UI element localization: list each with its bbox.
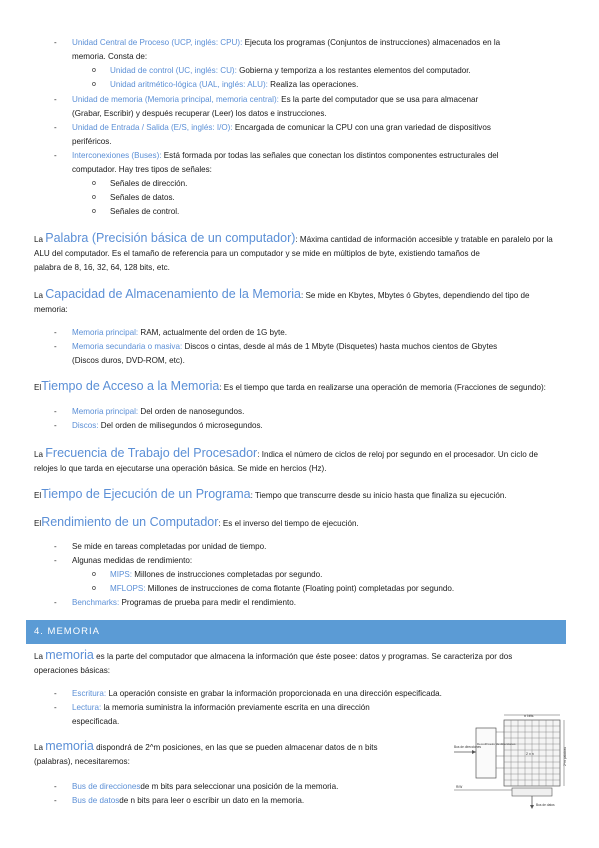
signal-address: Señales de dirección.: [110, 179, 188, 188]
text-ucp: Ejecuta los programas (Conjuntos de instrucciones) almacenados en la: [244, 38, 501, 47]
text-capacidad: : Se mide en Kbytes, Mbytes ó Gbytes, dependiendo del tipo de: [300, 291, 530, 300]
prefix: La: [34, 652, 44, 661]
arrow-head-icon: [530, 805, 534, 809]
list-item-ucp: [72, 36, 566, 64]
term-mflops: MFLOPS:: [110, 584, 146, 593]
list-item-measure: Se mide en tareas completadas por unidad de tiempo.: [72, 542, 267, 551]
rw-label: R/W: [456, 785, 463, 789]
term-address-bus: Bus de direcciones: [72, 782, 141, 791]
term-data-bus: Bus de datos: [72, 796, 120, 805]
list-item-io-unit: [72, 121, 566, 149]
list-item-address-bus: [72, 780, 338, 794]
text-lectura: la memoria suministra la información previamente escrita en una dirección: [103, 703, 370, 712]
list-item-access-disks: [72, 419, 263, 433]
mxn-label: 2 x n: [526, 752, 534, 756]
paragraph-palabra: [34, 231, 566, 276]
text-data-bus: de n bits para leer o escribir un dato en la memoria.: [119, 796, 305, 805]
text-mflops: Millones de instrucciones de coma flotante (Floating point) completadas por segundo.: [147, 584, 455, 593]
text-access-main: Del orden de nanosegundos.: [140, 407, 245, 416]
prefix: El: [34, 491, 42, 500]
prefix: El: [34, 519, 42, 528]
dash-bullet: -: [54, 542, 57, 551]
text-uc: Gobierna y temporiza a los restantes elementos del computador.: [239, 66, 471, 75]
dash-bullet: -: [54, 689, 57, 698]
prefix: La: [34, 743, 44, 752]
heading-capacidad: Capacidad de Almacenamiento de la Memoria: [45, 287, 301, 301]
address-bus-label: Bus de direcciones: [454, 745, 481, 749]
term-benchmarks: Benchmarks:: [72, 598, 120, 607]
memory-diagram: [452, 710, 572, 812]
text-memoria-positions-2: (palabras), necesitaremos:: [34, 757, 130, 767]
term-main-memory: Memoria principal:: [72, 328, 139, 337]
text-mips: Millones de instrucciones completadas por segundo.: [134, 570, 323, 579]
paragraph-frecuencia: [34, 446, 566, 476]
prefix: La: [34, 235, 44, 244]
term-mips: MIPS:: [110, 570, 133, 579]
paragraph-ejecucion: [34, 487, 566, 503]
dash-bullet: -: [54, 328, 57, 337]
dash-bullet: -: [54, 151, 57, 160]
term-ucp: Unidad Central de Proceso (UCP, inglés: CPU):: [72, 38, 243, 47]
text-acceso: : Es el tiempo que tarda en realizarse una operación de memoria (Fracciones de segundo):: [219, 383, 546, 392]
paragraph-memoria: [34, 648, 566, 678]
address-decoder-box: [476, 728, 496, 778]
list-item-mips: [110, 568, 322, 582]
paragraph-rendimiento: [34, 515, 566, 531]
words-label: 2^m palabras: [563, 746, 567, 766]
dash-bullet: -: [54, 95, 57, 104]
dash-bullet: -: [54, 703, 57, 712]
text-lectura-2: especificada.: [72, 717, 120, 727]
circle-bullet: o: [92, 571, 96, 578]
text-memoria: es la parte del computador que almacena la información que éste posee: datos y programas. Se caracteriza por dos: [96, 652, 513, 661]
text-palabra-3: palabra de 8, 16, 32, 64, 128 bits, etc.: [34, 263, 170, 273]
circle-bullet: o: [92, 180, 96, 187]
term-escritura: Escritura:: [72, 689, 107, 698]
decoder-label: Decodificador de direcciones: [477, 742, 516, 746]
arrow-head-icon: [472, 750, 476, 754]
data-bus-label: Bus de datos: [536, 803, 555, 807]
bits-label: n bits: [524, 713, 534, 718]
signal-control: Señales de control.: [110, 207, 180, 216]
text-escritura: La operación consiste en grabar la información proporcionada en una dirección especificada.: [108, 689, 442, 698]
term-buses: Interconexiones (Buses):: [72, 151, 162, 160]
text-secondary-memory: Discos o cintas, desde al más de 1 Mbyte (Disquetes) hasta muchos cientos de Gbytes: [184, 342, 498, 351]
text-frecuencia: : Indica el número de ciclos de reloj por segundo en el procesador. Un ciclo de: [257, 450, 538, 459]
list-item-buses: [72, 149, 566, 177]
text-memoria-2: operaciones básicas:: [34, 666, 111, 676]
list-item-mflops: [110, 582, 454, 596]
term-ual: Unidad aritmético-lógica (UAL, inglés: ALU):: [110, 80, 268, 89]
list-item-ual: [110, 78, 566, 92]
prefix: La: [34, 291, 44, 300]
text-memory-unit: Es la parte del computador que se usa para almacenar: [281, 95, 479, 104]
heading-frecuencia: Frecuencia de Trabajo del Procesador: [45, 446, 258, 460]
data-register: [512, 788, 552, 796]
prefix: La: [34, 450, 44, 459]
dash-bullet: -: [54, 342, 57, 351]
circle-bullet: o: [92, 81, 96, 88]
heading-ejecucion: Tiempo de Ejecución de un Programa: [41, 487, 251, 501]
term-secondary-memory: Memoria secundaria o masiva:: [72, 342, 183, 351]
list-item-escritura: [72, 687, 442, 701]
heading-palabra: Palabra (Precisión básica de un computador): [45, 231, 296, 245]
list-item-secondary-memory: [72, 340, 566, 368]
dash-bullet: -: [54, 407, 57, 416]
text-buses-2: computador. Hay tres tipos de señales:: [72, 165, 212, 175]
list-item-access-main: [72, 405, 244, 419]
heading-rendimiento: Rendimiento de un Computador: [41, 515, 219, 529]
text-frecuencia-2: relojes lo que tarda en ejecutarse una operación básica. Se mide en hercios (Hz).: [34, 464, 327, 474]
text-access-disks: Del orden de milisegundos ó microsegundos.: [100, 421, 263, 430]
list-item-uc: [110, 64, 566, 78]
text-capacidad-2: memoria:: [34, 305, 68, 315]
text-buses: Está formada por todas las señales que conectan los distintos componentes estructurales del: [163, 151, 499, 160]
list-item-benchmarks: [72, 596, 296, 610]
circle-bullet: o: [92, 585, 96, 592]
prefix: El: [34, 383, 42, 392]
dash-bullet: -: [54, 782, 57, 791]
heading-acceso: Tiempo de Acceso a la Memoria: [41, 379, 220, 393]
term-memory-unit: Unidad de memoria (Memoria principal, memoria central):: [72, 95, 279, 104]
text-memoria-positions: dispondrá de 2^m posiciones, en las que se pueden almacenar datos de n bits: [96, 743, 378, 752]
signal-data: Señales de datos.: [110, 193, 175, 202]
text-secondary-memory-2: (Discos duros, DVD-ROM, etc).: [72, 356, 185, 366]
text-ucp-2: memoria. Consta de:: [72, 52, 148, 62]
section-heading-memoria: 4. MEMORIA: [26, 620, 566, 644]
dash-bullet: -: [54, 796, 57, 805]
paragraph-acceso: [34, 379, 566, 395]
list-item-measures: Algunas medidas de rendimiento:: [72, 556, 193, 565]
text-io-unit: Encargada de comunicar la CPU con una gran variedad de dispositivos: [234, 123, 491, 132]
text-ual: Realiza las operaciones.: [270, 80, 359, 89]
term-uc: Unidad de control (UC, inglés: CU):: [110, 66, 237, 75]
dash-bullet: -: [54, 421, 57, 430]
list-item-main-memory: [72, 326, 566, 340]
dash-bullet: -: [54, 123, 57, 132]
list-item-memory-unit: [72, 93, 566, 121]
heading-memoria-term: memoria: [45, 648, 94, 662]
text-memory-unit-2: (Grabar, Escribir) y después recuperar (Leer) los datos e instrucciones.: [72, 109, 327, 119]
text-palabra: : Máxima cantidad de información accesible y tratable en paralelo por la: [295, 235, 553, 244]
paragraph-memoria-positions: [34, 739, 446, 769]
paragraph-capacidad: [34, 287, 566, 317]
text-benchmarks: Programas de prueba para medir el rendimiento.: [121, 598, 297, 607]
circle-bullet: o: [92, 67, 96, 74]
heading-memoria-term-2: memoria: [45, 739, 94, 753]
decoder-output-lines: [496, 732, 504, 768]
text-main-memory: RAM, actualmente del orden de 1G byte.: [140, 328, 288, 337]
text-palabra-2: ALU del computador. Es el tamaño de referencia para un computador y se mide en múltiplos de byte, existiendo tamaños de: [34, 249, 480, 259]
list-item-data-bus: [72, 794, 304, 808]
text-address-bus: de m bits para seleccionar una posición de la memoria.: [140, 782, 339, 791]
circle-bullet: o: [92, 208, 96, 215]
term-access-disks: Discos:: [72, 421, 99, 430]
text-rendimiento: : Es el inverso del tiempo de ejecución.: [218, 519, 359, 528]
dash-bullet: -: [54, 38, 57, 47]
list-item-lectura: [72, 701, 444, 729]
text-ejecucion: : Tiempo que transcurre desde su inicio hasta que finaliza su ejecución.: [250, 491, 507, 500]
term-access-main: Memoria principal:: [72, 407, 139, 416]
text-io-unit-2: periféricos.: [72, 137, 112, 147]
dash-bullet: -: [54, 598, 57, 607]
term-io-unit: Unidad de Entrada / Salida (E/S, inglés: I/O):: [72, 123, 233, 132]
term-lectura: Lectura:: [72, 703, 102, 712]
circle-bullet: o: [92, 194, 96, 201]
dash-bullet: -: [54, 556, 57, 565]
